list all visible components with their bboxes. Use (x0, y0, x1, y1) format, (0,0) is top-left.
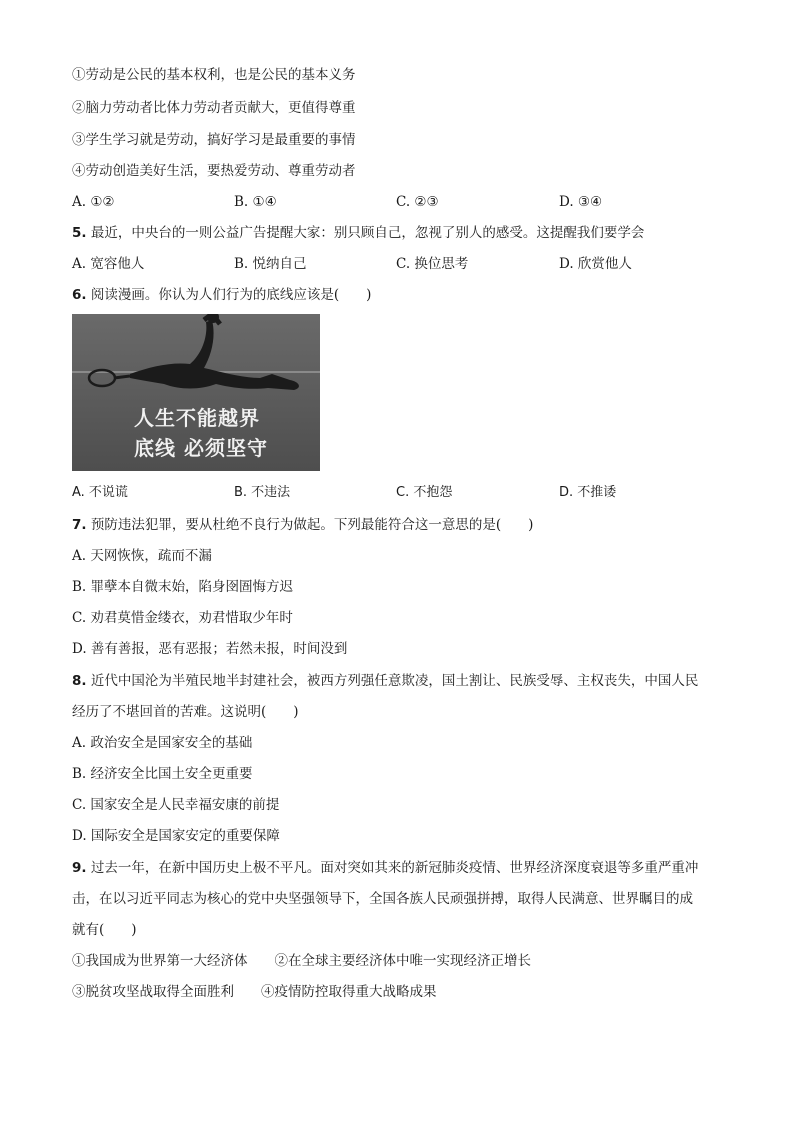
q6-comic-caption-2: 底线 必须坚守 (134, 436, 268, 460)
q7-option-b[interactable]: B. 罪孽本自微末始，陷身囹圄悔方迟 (72, 579, 294, 595)
q9-statements-2: ③脱贫攻坚战取得全面胜利 ④疫情防控取得重大战略成果 (72, 984, 437, 1000)
q9-number: 9. (72, 860, 87, 876)
q5-option-d[interactable]: D. 欣赏他人 (559, 256, 632, 272)
q7-option-d[interactable]: D. 善有善报，恶有恶报；若然未报，时间没到 (72, 641, 348, 657)
q9-text-3: 就有( ) (72, 922, 137, 938)
q8-option-d[interactable]: D. 国际安全是国家安定的重要保障 (72, 828, 280, 844)
q6-option-c[interactable]: C. 不抱怨 (396, 485, 453, 500)
q9-stem-line-1 (72, 859, 698, 877)
q9-statements-1: ①我国成为世界第一大经济体 ②在全球主要经济体中唯一实现经济正增长 (72, 953, 531, 969)
q4-statement-1: ①劳动是公民的基本权利，也是公民的基本义务 (72, 67, 356, 83)
q4-option-b[interactable]: B. ①④ (234, 194, 277, 210)
q5-option-c[interactable]: C. 换位思考 (396, 256, 469, 272)
q7-stem (72, 516, 533, 534)
q8-text-2: 经历了不堪回首的苦难。这说明( ) (72, 704, 299, 720)
q9-text-1: 过去一年，在新中国历史上极不平凡。面对突如其来的新冠肺炎疫情、世界经济深度衰退等多重严重冲 (90, 860, 699, 876)
q4-statement-3: ③学生学习就是劳动，搞好学习是最重要的事情 (72, 132, 356, 148)
q7-option-c[interactable]: C. 劝君莫惜金缕衣，劝君惜取少年时 (72, 610, 293, 626)
q5-options (72, 255, 732, 273)
q8-option-a[interactable]: A. 政治安全是国家安全的基础 (72, 735, 253, 751)
q7-option-a[interactable]: A. 天网恢恢，疏而不漏 (72, 548, 212, 564)
q5-stem (72, 224, 644, 242)
q6-option-b[interactable]: B. 不违法 (234, 485, 291, 500)
q4-statement-4: ④劳动创造美好生活，要热爱劳动、尊重劳动者 (72, 163, 356, 179)
q5-text: 最近，中央台的一则公益广告提醒大家：别只顾自己，忽视了别人的感受。这提醒我们要学会 (90, 225, 645, 241)
q8-text-1: 近代中国沦为半殖民地半封建社会，被西方列强任意欺凌，国土割让、民族受辱、主权丧失，中国人民 (90, 673, 699, 689)
q4-option-a[interactable]: A. ①② (72, 194, 115, 210)
q6-options (72, 484, 732, 502)
q7-text: 预防违法犯罪，要从杜绝不良行为做起。下列最能符合这一意思的是( ) (90, 517, 534, 533)
q6-stem (72, 286, 371, 304)
q7-number: 7. (72, 517, 87, 533)
q8-number: 8. (72, 673, 87, 689)
q6-option-a[interactable]: A. 不说谎 (72, 485, 128, 500)
q8-option-c[interactable]: C. 国家安全是人民幸福安康的前提 (72, 797, 280, 813)
q5-option-b[interactable]: B. 悦纳自己 (234, 256, 307, 272)
q6-number: 6. (72, 287, 87, 303)
q4-statement-2: ②脑力劳动者比体力劳动者贡献大，更值得尊重 (72, 100, 356, 116)
q8-option-b[interactable]: B. 经济安全比国土安全更重要 (72, 766, 253, 782)
q6-text: 阅读漫画。你认为人们行为的底线应该是( ) (90, 287, 372, 303)
q6-comic-caption-1: 人生不能越界 (134, 406, 260, 430)
q4-option-d[interactable]: D. ③④ (559, 194, 603, 210)
q5-option-a[interactable]: A. 宽容他人 (72, 256, 145, 272)
q5-number: 5. (72, 225, 87, 241)
q6-option-d[interactable]: D. 不推诿 (559, 485, 617, 500)
q6-comic-image (72, 314, 320, 471)
q8-stem-line-1 (72, 672, 698, 690)
q4-option-c[interactable]: C. ②③ (396, 194, 439, 210)
q4-options (72, 193, 732, 211)
q9-text-2: 击，在以习近平同志为核心的党中央坚强领导下，全国各族人民顽强拼搏，取得人民满意、世界瞩目的成 (72, 891, 693, 907)
